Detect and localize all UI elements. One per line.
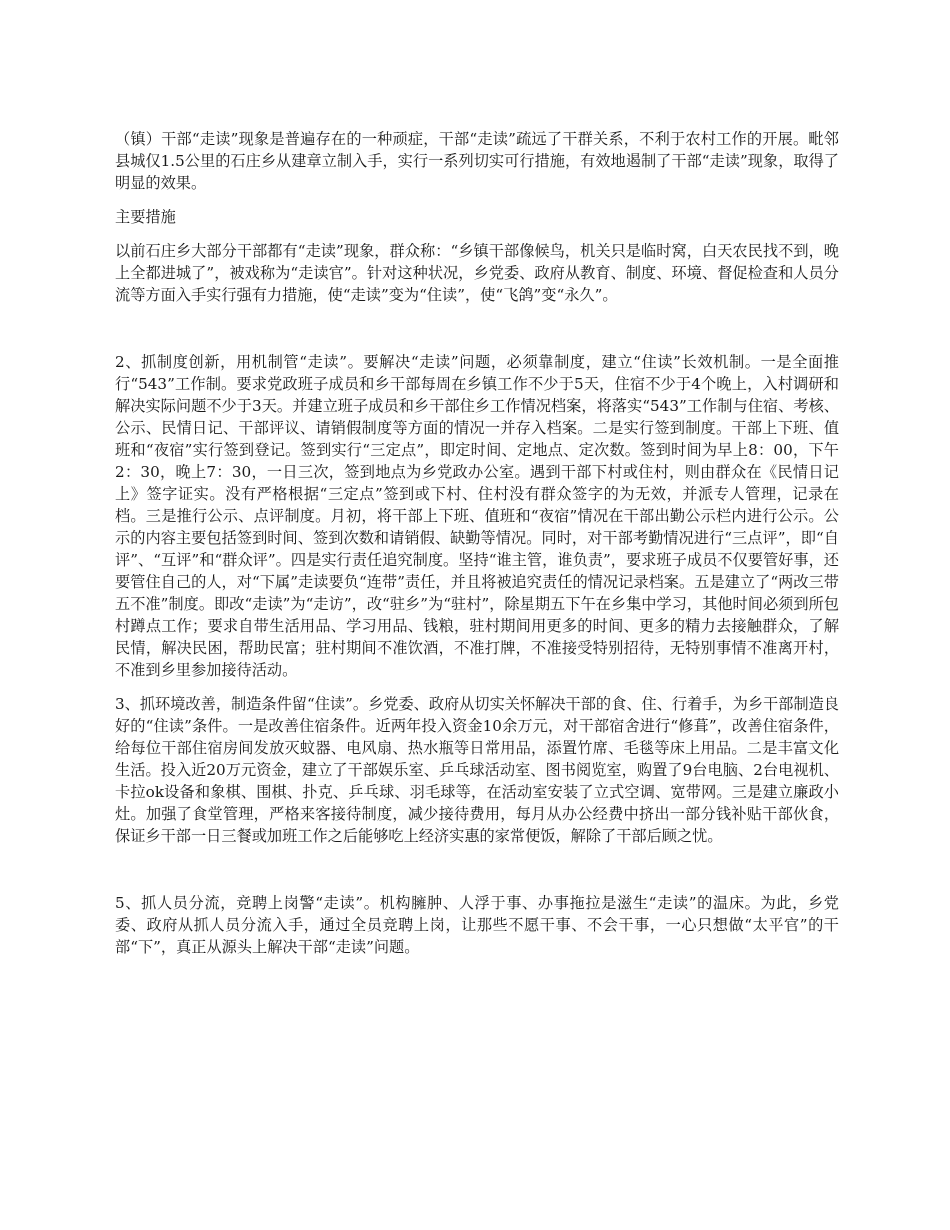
document-page <box>115 128 839 958</box>
spacer <box>115 228 839 240</box>
intro-paragraph: （镇）干部“走读”现象是普遍存在的一种顽症，干部“走读”疏远了干群关系，不利于农村工作的开展。毗邻县城仅1.5公里的石庄乡从建章立制入手，实行一系列切实可行措施，有效地遏制了干部“走读”现象，取得了明显的效果。 <box>115 130 839 192</box>
measure-3-paragraph: 3、抓环境改善，制造条件留“住读”。乡党委、政府从切实关怀解决干部的食、住、行着手，为乡干部制造良好的“住读”条件。一是改善住宿条件。近两年投入资金10余万元，对干部宿舍进行“修葺”，改善住宿条件，给每位干部住宿房间发放灭蚊器、电风扇、热水瓶等日常用品，添置竹席、毛毯等床上用品。二是丰富文化生活。投入近20万元资金，建立了干部娱乐室、乒乓球活动室、图书阅览室，购置了9台电脑、2台电视机、卡拉ok设备和象棋、围棋、扑克、乒乓球、羽毛球等，在活动室安装了立式空调、宽带网。三是建立廉政小灶。加强了食堂管理，严格来客接待制度，减少接待费用，每月从办公经费中挤出一部分钱补贴干部伙食，保证乡干部一日三餐或加班工作之后能够吃上经济实惠的家常便饭，解除了干部后顾之忧。 <box>115 695 839 845</box>
measure-2-paragraph: 2、抓制度创新，用机制管“走读”。要解决“走读”问题，必须靠制度，建立“住读”长效机制。一是全面推行“543”工作制。要求党政班子成员和乡干部每周在乡镇工作不少于5天，住宿不少于4个晚上，入村调研和解决实际问题不少于3天。并建立班子成员和乡干部住乡工作情况档案，将落实“543”工作制与住宿、考核、公示、民情日记、干部评议、请销假制度等方面的情况一并存入档案。二是实行签到制度。干部上下班、值班和“夜宿”实行签到登记。签到实行“三定点”，即定时间、定地点、定次数。签到时间为早上8：00，下午2：30，晚上7：30，一日三次，签到地点为乡党政办公室。遇到干部下村或住村，则由群众在《民情日记上》签字证实。没有严格根据“三定点”签到或下村、住村没有群众签字的为无效，并派专人管理，记录在档。三是推行公示、点评制度。月初，将干部上下班、值班和“夜宿”情况在干部出勤公示栏内进行公示。公示的内容主要包括签到时间、签到次数和请销假、缺勤等情况。同时，对干部考勤情况进行“三点评”，即“自评”、“互评”和“群众评”。四是实行责任追究制度。坚持“谁主管，谁负责”，要求班子成员不仅要管好事，还要管住自己的人，对“下属”走读要负“连带”责任，并且将被追究责任的情况记录档案。五是建立了“两改三带五不准”制度。即改“走读”为“走访”，改“驻乡”为“驻村”，除星期五下午在乡集中学习，其他时间必须到所包村蹲点工作；要求自带生活用品、学习用品、钱粮，驻村期间用更多的时间、更多的精力去接触群众，了解民情，解决民困，帮助民富；驻村期间不准饮酒，不准打牌，不准接受特别招待，无特别事情不准离开村，不准到乡里参加接待活动。 <box>115 353 839 679</box>
background-paragraph: 以前石庄乡大部分干部都有“走读”现象，群众称：“乡镇干部像候鸟，机关只是临时窝，白天农民找不到，晚上全都进城了”，被戏称为“走读官”。针对这种状况，乡党委、政府从教育、制度、环境、督促检查和人员分流等方面入手实行强有力措施，使“走读”变为“住读”，使“飞鸽”变“永久”。 <box>115 242 839 304</box>
spacer <box>115 306 839 351</box>
section-heading: 主要措施 <box>115 208 176 226</box>
spacer <box>115 681 839 693</box>
measure-5-paragraph: 5、抓人员分流，竞聘上岗警“走读”。机构臃肿、人浮于事、办事拖拉是滋生“走读”的温床。为此，乡党委、政府从抓人员分流入手，通过全员竞聘上岗，让那些不愿干事、不会干事，一心只想做“太平官”的干部“下”，真正从源头上解决干部“走读”问题。 <box>115 894 839 956</box>
spacer <box>115 194 839 206</box>
spacer <box>115 847 839 892</box>
